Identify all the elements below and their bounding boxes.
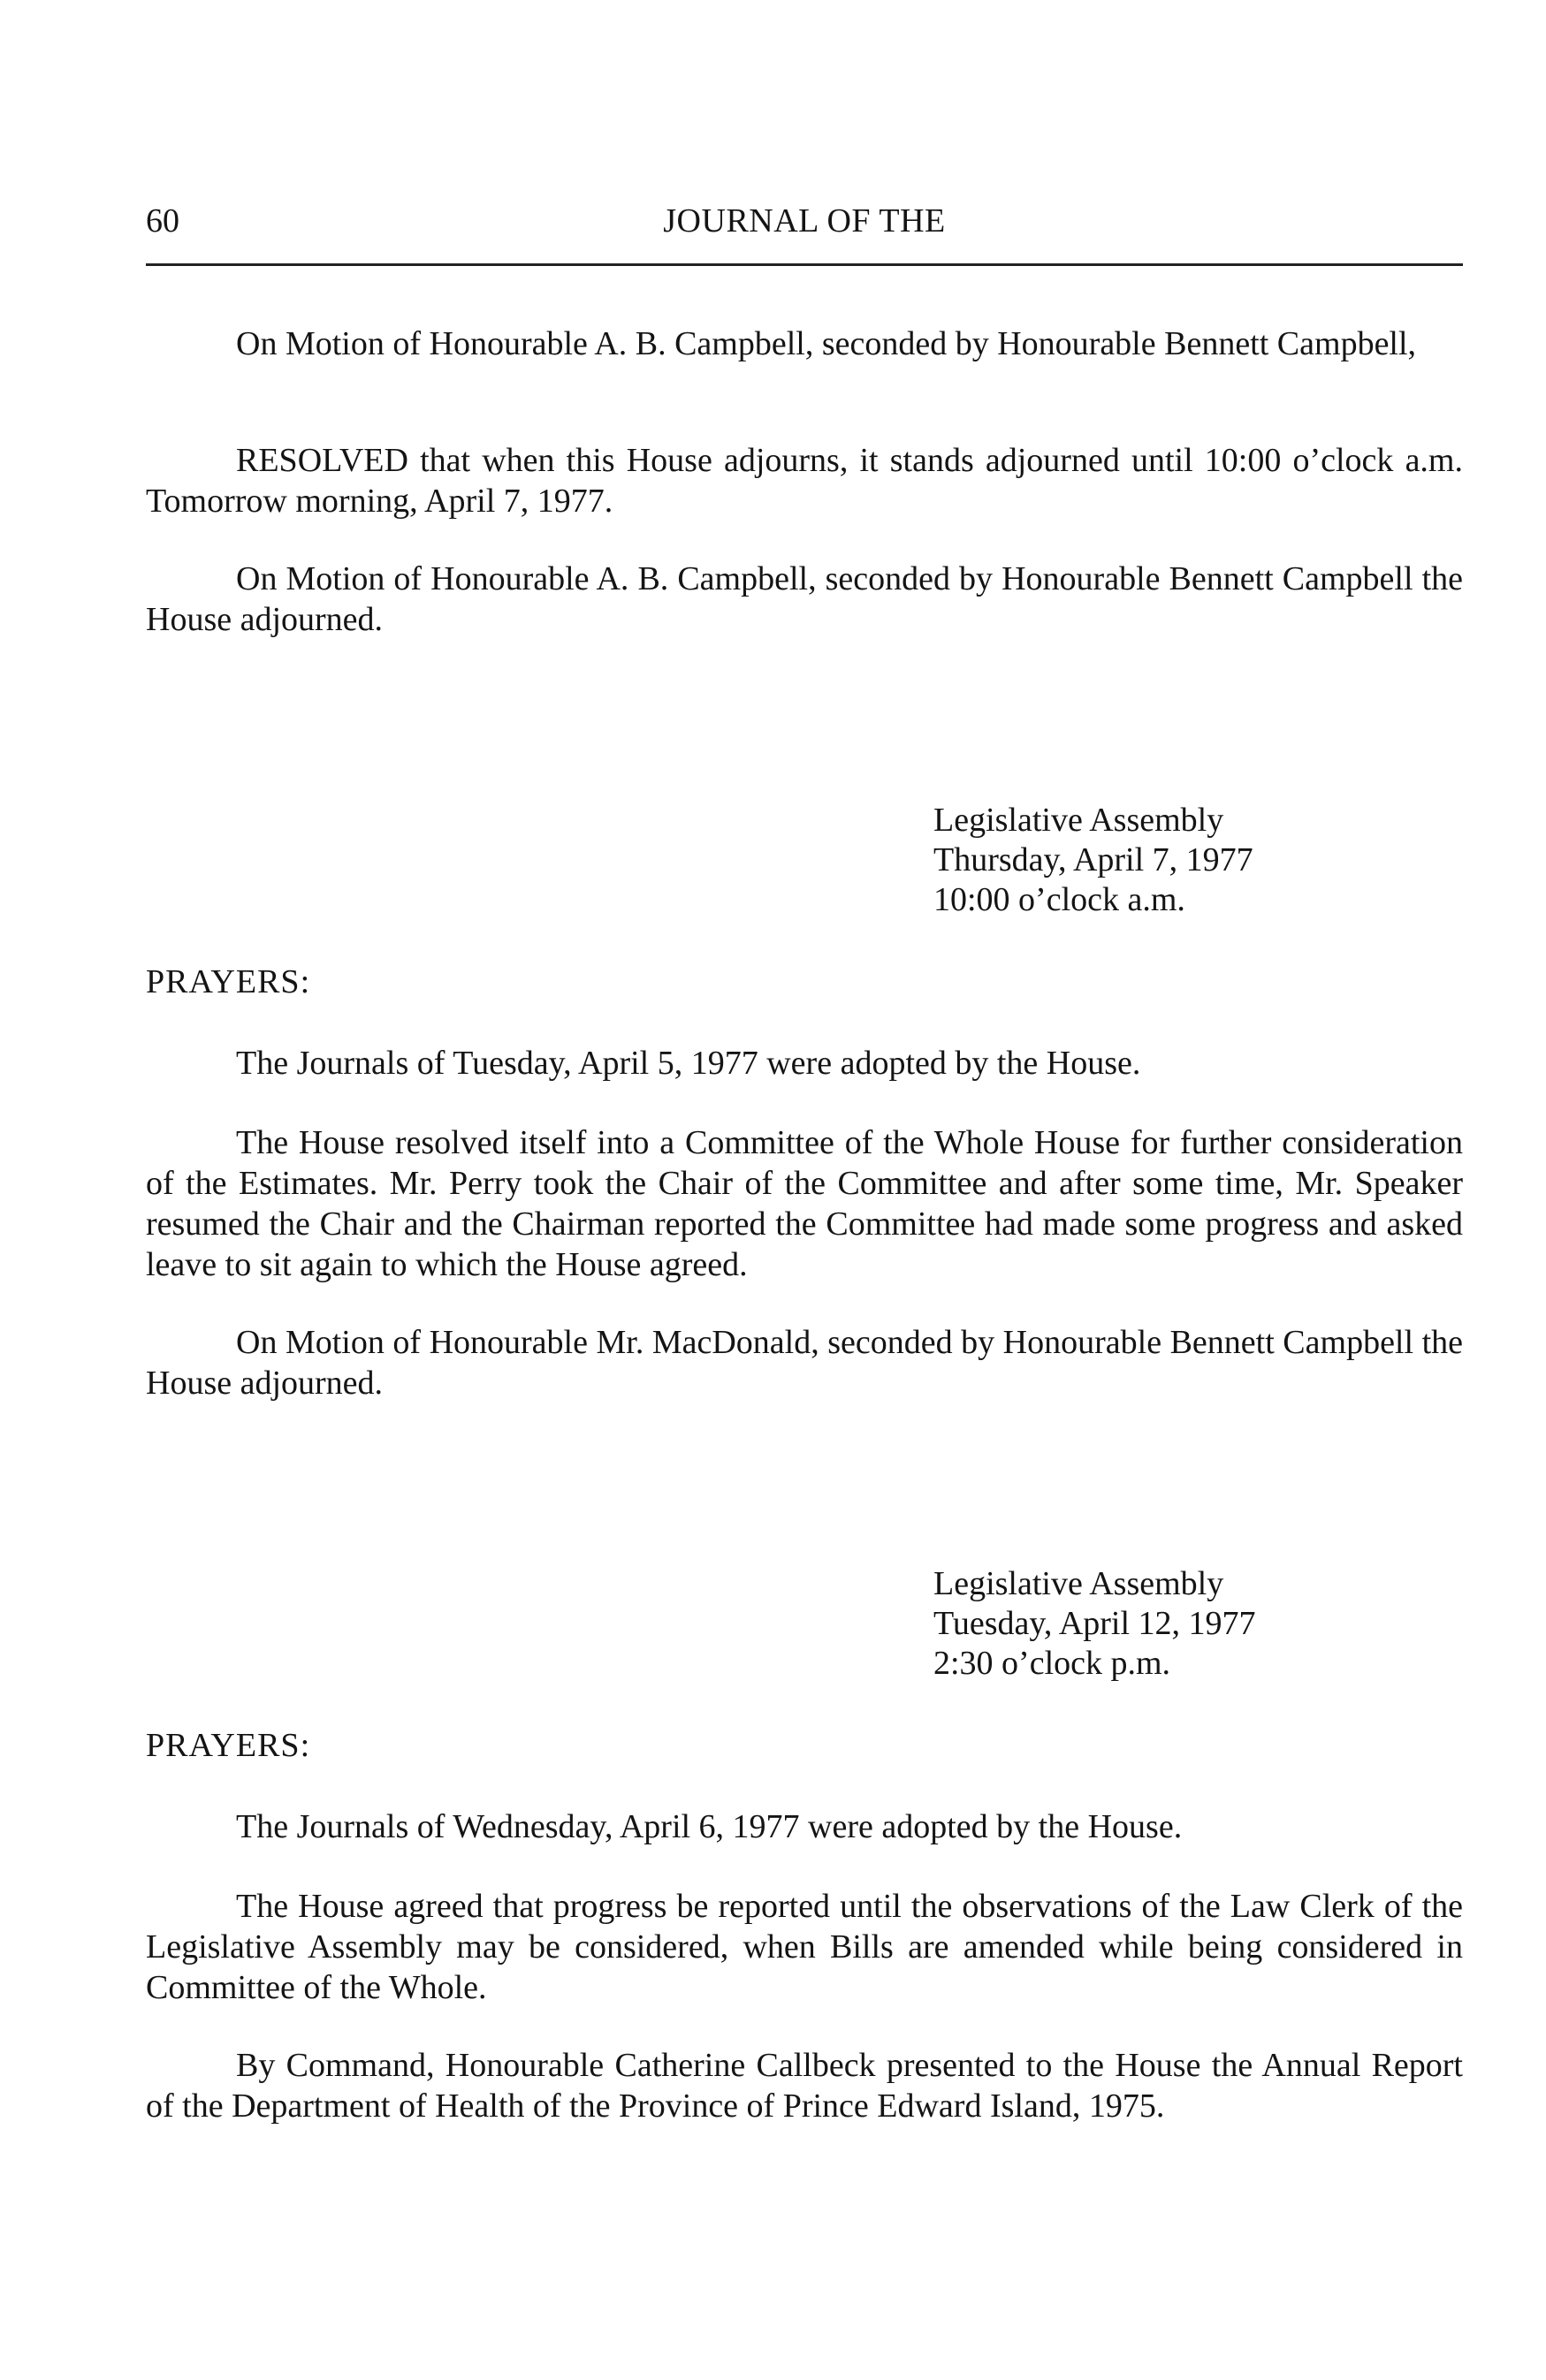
paragraph xyxy=(146,1122,1463,1285)
paragraph xyxy=(146,1806,1463,1847)
prayers-label: PRAYERS: xyxy=(146,963,311,1000)
paragraph xyxy=(146,440,1463,521)
paragraph xyxy=(146,323,1463,364)
sitting-date: Thursday, April 7, 1977 xyxy=(933,841,1253,878)
paragraph xyxy=(146,1886,1463,2008)
paragraph-text: RESOLVED that when this House adjourns, it stands adjourned until 10:00 o’clock a.m. Tomorrow morning, April 7, 1977. xyxy=(146,442,1463,520)
paragraph-text: The House resolved itself into a Committee of the Whole House for further consideration of the Estimates. Mr. Perry took the Chair of the Committee and after some time, Mr. Speaker resumed the Chair and the Chairman reported the Committee had made some progress and asked leave to sit again to which the House agreed. xyxy=(146,1124,1463,1283)
page-header xyxy=(146,200,1463,253)
page-number: 60 xyxy=(146,202,179,240)
sitting-heading xyxy=(933,801,1253,920)
paragraph xyxy=(146,1322,1463,1403)
paragraph-text: On Motion of Honourable Mr. MacDonald, seconded by Honourable Bennett Campbell the House adjourned. xyxy=(146,1324,1463,1402)
sitting-time: 10:00 o’clock a.m. xyxy=(933,881,1185,918)
assembly-name: Legislative Assembly xyxy=(933,802,1224,839)
header-rule xyxy=(146,263,1463,266)
paragraph-text: On Motion of Honourable A. B. Campbell, seconded by Honourable Bennett Campbell the House adjourned. xyxy=(146,560,1463,638)
paragraph-text: The Journals of Wednesday, April 6, 1977 were adopted by the House. xyxy=(236,1808,1183,1845)
paragraph xyxy=(146,2045,1463,2126)
sitting-time: 2:30 o’clock p.m. xyxy=(933,1645,1171,1682)
assembly-name: Legislative Assembly xyxy=(933,1565,1224,1602)
prayers-label: PRAYERS: xyxy=(146,1727,311,1764)
sitting-date: Tuesday, April 12, 1977 xyxy=(933,1605,1256,1642)
running-head: JOURNAL OF THE xyxy=(663,202,946,240)
paragraph xyxy=(146,559,1463,640)
paragraph-text: The Journals of Tuesday, April 5, 1977 were adopted by the House. xyxy=(236,1045,1141,1082)
sitting-heading xyxy=(933,1564,1256,1684)
paragraph xyxy=(146,1043,1463,1084)
paragraph-text: The House agreed that progress be reported until the observations of the Law Clerk of the Legislative Assembly may be considered, when Bills are amended while being considered in Committee of the Whole. xyxy=(146,1888,1463,2006)
paragraph-text: By Command, Honourable Catherine Callbeck presented to the House the Annual Report of the Department of Health of the Province of Prince Edward Island, 1975. xyxy=(146,2047,1463,2125)
paragraph-text: On Motion of Honourable A. B. Campbell, seconded by Honourable Bennett Campbell, xyxy=(236,325,1417,362)
